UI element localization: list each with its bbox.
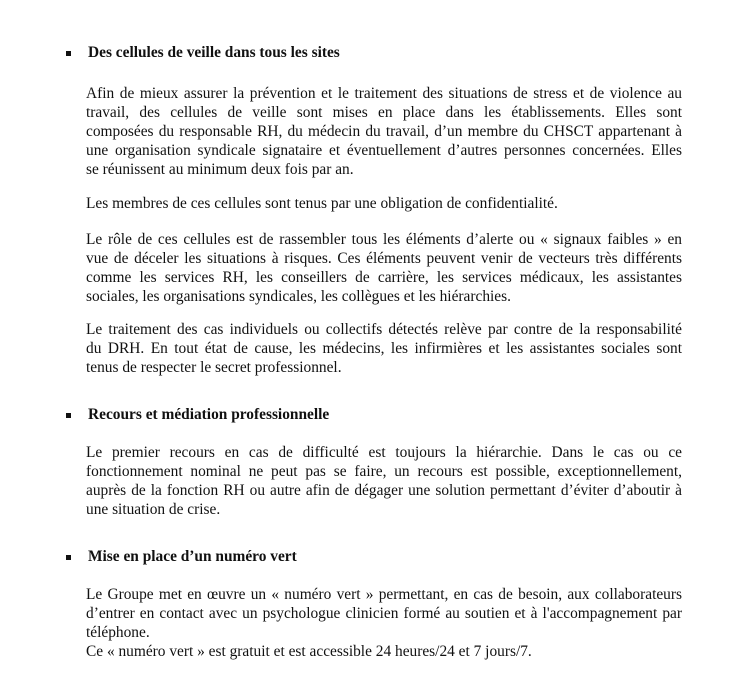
paragraph	[86, 84, 682, 179]
text-line: une organisation syndicale signataire et éventuellement d’autres personnes concernées. Elles	[86, 142, 682, 159]
paragraph	[86, 230, 682, 306]
paragraph	[86, 320, 682, 377]
text-line: Le premier recours en cas de difficulté est toujours la hiérarchie. Dans le cas ou ce	[86, 444, 682, 461]
section-title: Mise en place d’un numéro vert	[88, 548, 297, 565]
text-line: composées du responsable RH, du médecin du travail, d’un membre du CHSCT appartenant à	[86, 123, 682, 140]
text-line: du DRH. En tout état de cause, les médecins, les infirmières et les assistantes sociales sont	[86, 340, 682, 357]
text-line: Le Groupe met en œuvre un « numéro vert » permettant, en cas de besoin, aux collaborateurs	[86, 586, 682, 603]
text-line: Le traitement des cas individuels ou collectifs détectés relève par contre de la responsabilité	[86, 321, 682, 338]
text-line: Ce « numéro vert » est gratuit et est accessible 24 heures/24 et 7 jours/7.	[86, 643, 532, 660]
bullet-icon	[66, 555, 71, 560]
text-line: travail, des cellules de veille sont mises en place dans les établissements. Elles sont	[86, 104, 682, 121]
paragraph	[86, 443, 682, 519]
text-line: fonctionnement nominal ne peut pas se faire, un recours est possible, exceptionnellement,	[86, 463, 682, 480]
text-line: Les membres de ces cellules sont tenus par une obligation de confidentialité.	[86, 195, 558, 212]
text-line: Le rôle de ces cellules est de rassembler tous les éléments d’alerte ou « signaux faibles » en	[86, 231, 682, 248]
text-line: sociales, les organisations syndicales, les collègues et les hiérarchies.	[86, 288, 511, 305]
text-line: téléphone.	[86, 624, 150, 641]
section-heading	[88, 548, 297, 566]
text-line: tenus de respecter le secret professionnel.	[86, 359, 342, 376]
section-heading	[88, 406, 329, 424]
paragraph	[86, 194, 682, 213]
section-title: Recours et médiation professionnelle	[88, 406, 330, 423]
section-heading	[88, 44, 340, 62]
paragraph	[86, 585, 682, 661]
text-line: vue de déceler les situations à risques. Ces éléments peuvent venir de vecteurs très différents	[86, 250, 682, 267]
text-line: une situation de crise.	[86, 501, 221, 518]
bullet-icon	[66, 51, 71, 56]
bullet-icon	[66, 413, 71, 418]
text-line: auprès de la fonction RH ou autre afin de dégager une solution permettant d’éviter d’aboutir à	[86, 482, 682, 499]
section-title: Des cellules de veille dans tous les sites	[88, 44, 340, 61]
text-line: se réunissent au minimum deux fois par an.	[86, 161, 354, 178]
text-line: d’entrer en contact avec un psychologue clinicien formé au soutien et à l'accompagnement par	[86, 605, 682, 622]
text-line: Afin de mieux assurer la prévention et le traitement des situations de stress et de violence au	[86, 85, 682, 102]
text-line: comme les services RH, les conseillers de carrière, les services médicaux, les assistantes	[86, 269, 682, 286]
